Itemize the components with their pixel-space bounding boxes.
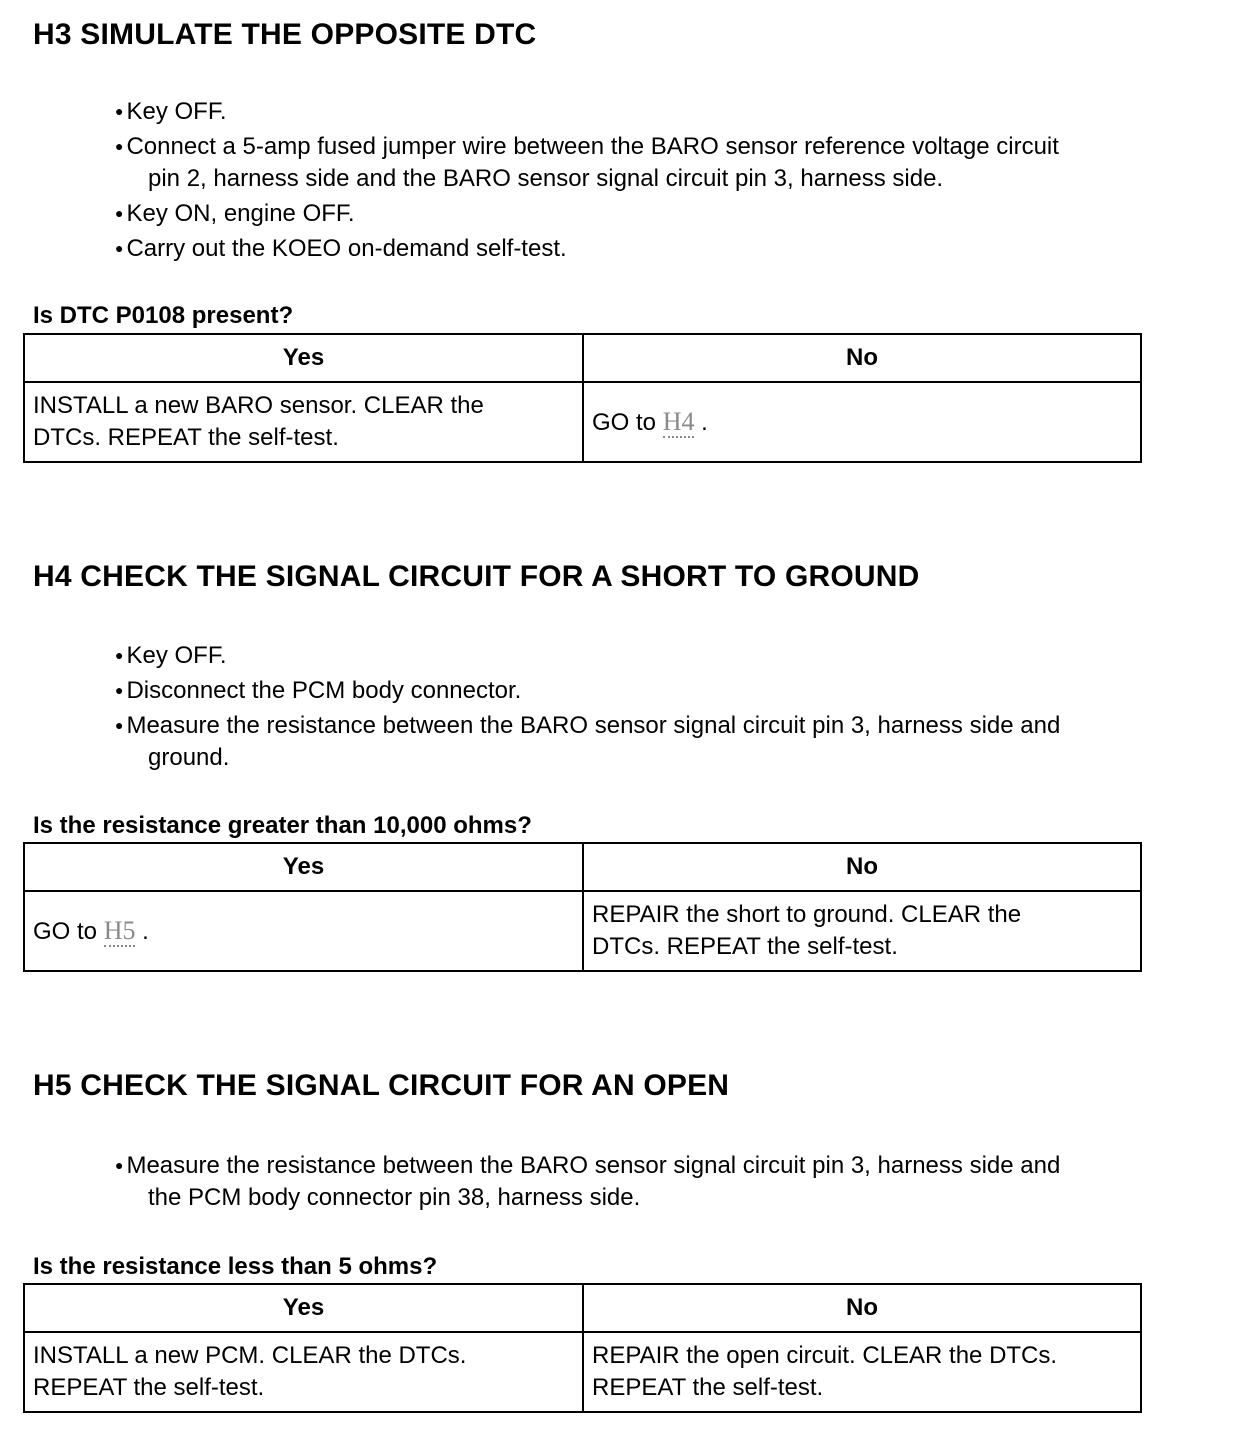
steps-list-h3 xyxy=(115,95,1225,267)
question-h4: Is the resistance greater than 10,000 ohms? xyxy=(33,812,532,839)
step-item: ● Key OFF. xyxy=(115,98,227,125)
yes-cell: INSTALL a new BARO sensor. CLEAR the DTCs. REPEAT the self-test. xyxy=(24,382,583,462)
bullet-icon: ● xyxy=(115,717,124,733)
yes-cell: GO to H5 . xyxy=(24,891,583,971)
step-item: ● Measure the resistance between the BARO sensor signal circuit pin 3, harness side and ground. xyxy=(115,712,1061,771)
result-table-h5 xyxy=(23,1283,1142,1413)
bullet-icon: ● xyxy=(115,647,124,663)
steps-list-h5 xyxy=(115,1149,1225,1216)
bullet-icon: ● xyxy=(115,205,124,221)
yes-header: Yes xyxy=(24,334,583,382)
no-cell: REPAIR the open circuit. CLEAR the DTCs. REPEAT the self-test. xyxy=(583,1332,1141,1412)
bullet-icon: ● xyxy=(115,240,124,256)
no-header: No xyxy=(583,1284,1141,1332)
step-item: ● Key ON, engine OFF. xyxy=(115,200,355,227)
heading-h5: H5 CHECK THE SIGNAL CIRCUIT FOR AN OPEN xyxy=(33,1069,730,1102)
question-h3: Is DTC P0108 present? xyxy=(33,302,294,329)
yes-header: Yes xyxy=(24,843,583,891)
result-table-h3 xyxy=(23,333,1142,463)
steps-list-h4 xyxy=(115,639,1225,776)
link-h4[interactable]: H4 xyxy=(662,406,695,436)
bullet-icon: ● xyxy=(115,103,124,119)
yes-header: Yes xyxy=(24,1284,583,1332)
question-h5: Is the resistance less than 5 ohms? xyxy=(33,1253,438,1280)
yes-cell: INSTALL a new PCM. CLEAR the DTCs. REPEAT the self-test. xyxy=(24,1332,583,1412)
no-cell: GO to H4 . xyxy=(583,382,1141,462)
step-item: ● Key OFF. xyxy=(115,642,227,669)
no-cell: REPAIR the short to ground. CLEAR the DTCs. REPEAT the self-test. xyxy=(583,891,1141,971)
bullet-icon: ● xyxy=(115,1157,124,1173)
bullet-icon: ● xyxy=(115,682,124,698)
step-item: ● Connect a 5-amp fused jumper wire between the BARO sensor reference voltage circuit pin 2, harness side and the BARO sensor signal circuit pin 3, harness side. xyxy=(115,133,1059,192)
heading-h3: H3 SIMULATE THE OPPOSITE DTC xyxy=(33,18,537,51)
step-item: ● Disconnect the PCM body connector. xyxy=(115,677,522,704)
bullet-icon: ● xyxy=(115,138,124,154)
result-table-h4 xyxy=(23,842,1142,972)
step-item: ● Measure the resistance between the BARO sensor signal circuit pin 3, harness side and the PCM body connector pin 38, harness side. xyxy=(115,1152,1061,1211)
no-header: No xyxy=(583,843,1141,891)
no-header: No xyxy=(583,334,1141,382)
link-h5[interactable]: H5 xyxy=(103,915,136,945)
step-item: ● Carry out the KOEO on-demand self-test. xyxy=(115,235,567,262)
heading-h4: H4 CHECK THE SIGNAL CIRCUIT FOR A SHORT TO GROUND xyxy=(33,560,920,593)
